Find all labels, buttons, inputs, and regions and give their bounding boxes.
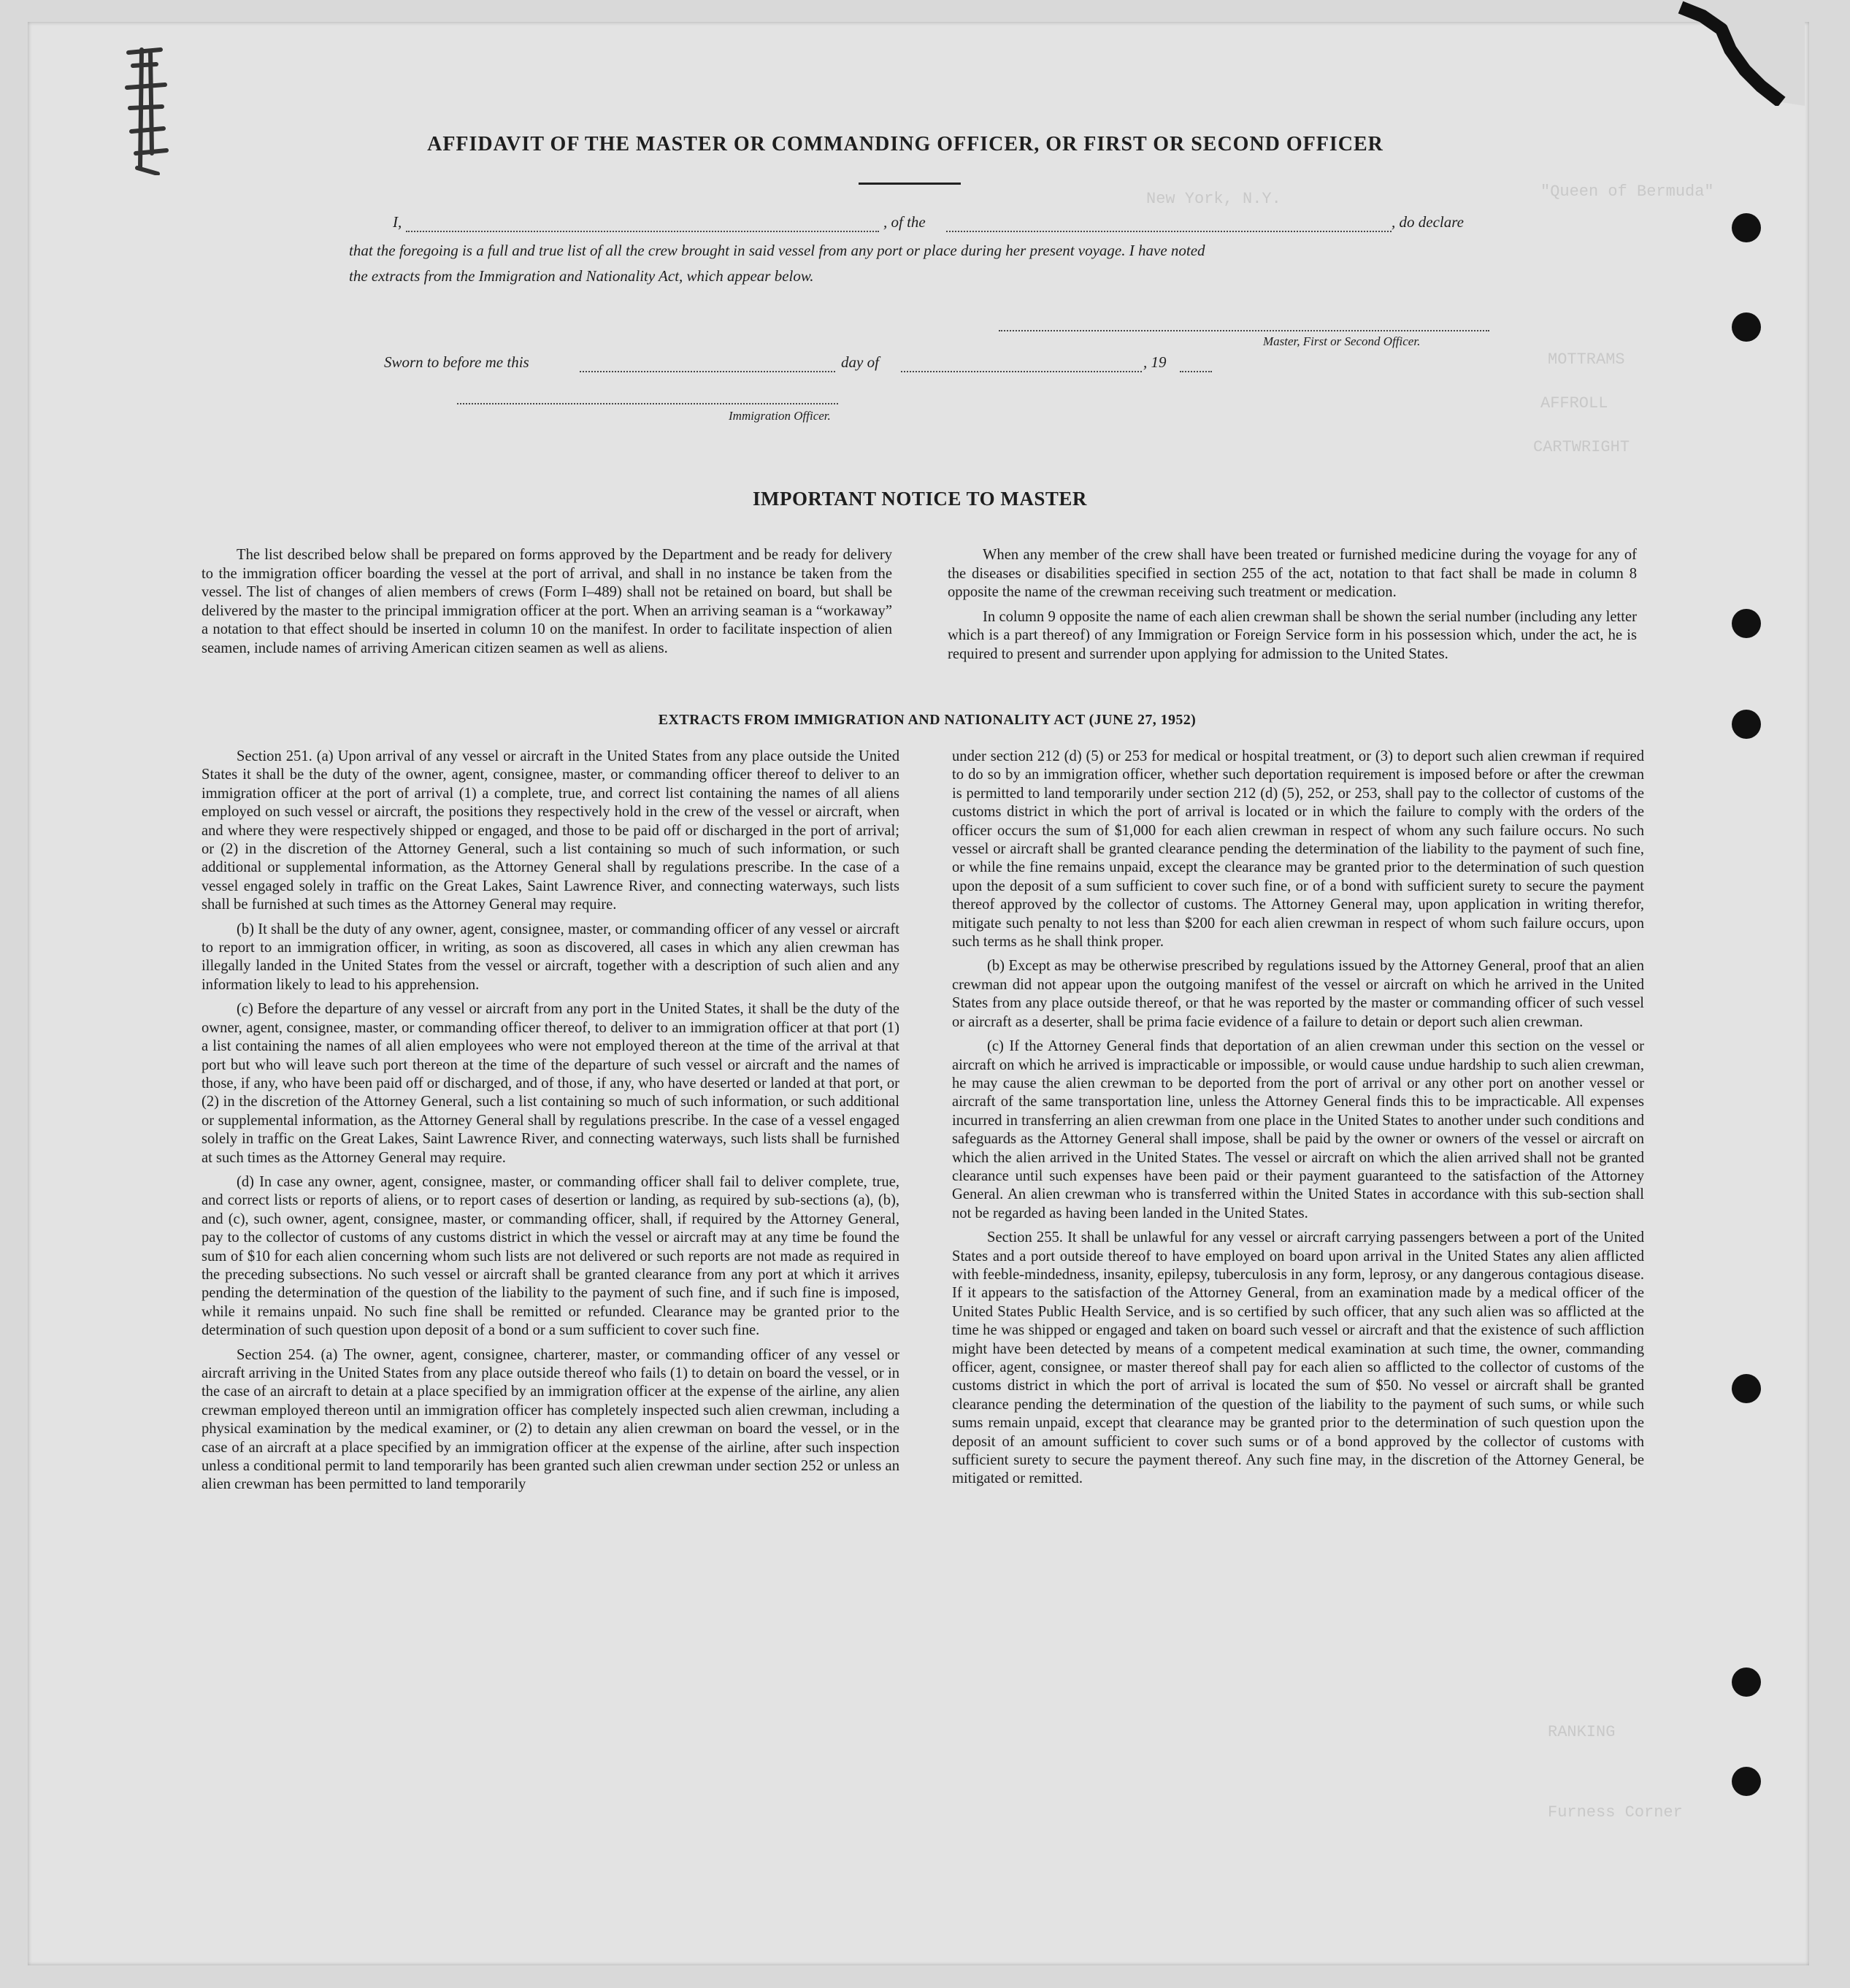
extracts-title: EXTRACTS FROM IMMIGRATION AND NATIONALITY ACT (JUNE 27, 1952) (658, 712, 1197, 728)
sworn-label: Sworn to before me this (384, 353, 529, 371)
vessel-label: , of the (883, 213, 926, 231)
affiant-name-line[interactable] (406, 231, 879, 232)
torn-corner (1651, 0, 1805, 106)
extract-paragraph: (c) If the Attorney General finds that deportation of an alien crewman under this section on the vessel or aircraft on which he arrived is impracticable or impossible, or would cause undue hardship to such alien crewman, he may cause the alien crewman to be deported from the port of arrival or any other port on another vessel or aircraft of the same transportation line, unless the Attorney General finds this to be impracticable. All expenses incurred in transferring an alien crewman from one place in the United States to another under such conditions and safeguards as the Attorney General shall impose, shall be paid by the owner or owners of the vessel or aircraft on which the alien arrived in the United States. The vessel or aircraft on which the alien arrived shall not be granted clearance until such expenses have been paid or their payment guaranteed to the satisfaction of the Attorney General. An alien crewman who is transferred within the United States in accordance with this sub-section shall not be regarded as having been landed in the United States. (952, 1038, 1644, 1221)
notice-right-column (948, 546, 1637, 669)
affiant-label: I, (393, 213, 402, 231)
show-through-text: CARTWRIGHT (1533, 438, 1630, 456)
notice-paragraph: The list described below shall be prepared on forms approved by the Department and be ready for delivery to the immigration officer boarding the vessel at the port of arrival, and shall in no instance be taken from the vessel. The list of changes of alien members of crews (Form I–489) shall not be retained on board, but shall be delivered by the master to the principal immigration officer at the port. When an arriving seaman is a “workaway” a notation to that effect should be inserted in column 10 on the manifest. In order to facilitate inspection of alien seamen, include names of arriving American citizen seamen as well as aliens. (201, 547, 892, 656)
punch-hole (1732, 213, 1761, 242)
extract-paragraph: (d) In case any owner, agent, consignee, master, or commanding officer shall fail to deliver complete, true, and correct lists or reports of aliens, or to report cases of desertion or landing, as required by sub-sections (a), (b), and (c), such owner, agent, consignee, master, or commanding officer, shall, if required by the Attorney General, pay to the collector of customs of any customs district in which the vessel or aircraft may at any time be found the sum of $10 for each alien concerning whom such lists are not delivered or such reports are not made as required in the preceding subsections. No such vessel or aircraft shall be granted clearance from any port at which it arrives pending the determination of the question of the liability to the payment of such fine, and if such fine is imposed, while it remains unpaid. No such fine shall be remitted or refunded. Clearance may be granted prior to the determination of such question upon deposit of a bond or a sum sufficient to cover such fine. (201, 1173, 899, 1339)
sworn-year-line[interactable] (1180, 371, 1212, 372)
extracts-left-column (201, 748, 899, 1500)
punch-hole (1732, 1667, 1761, 1697)
master-signature-line[interactable] (999, 330, 1489, 331)
notice-title: IMPORTANT NOTICE TO MASTER (753, 488, 1087, 510)
extract-paragraph: (c) Before the departure of any vessel or aircraft from any port in the United States, it shall be the duty of the owner, agent, consignee, master, or commanding officer thereof, to deliver to an immigration officer at that port (1) a list containing the names of all alien employees who were not employed thereon at the time of the arrival at that port but who will leave such port thereon at the time of the departure of such vessel or aircraft and the names of those, if any, who have been paid off or discharged, and of those, if any, who have deserted or landed at that port, or (2) in the discretion of the Attorney General, such a list containing so much of such information, or such additional or supplemental information, as the Attorney General shall by regulations prescribe. In the case of a vessel engaged solely in traffic on the Great Lakes, Saint Lawrence River, and connecting waterways, such lists shall be furnished at such times as the Attorney General may require. (201, 1001, 899, 1166)
punch-hole (1732, 609, 1761, 638)
show-through-text: "Queen of Bermuda" (1540, 183, 1714, 201)
day-of-label: day of (841, 353, 879, 371)
officer-caption: Immigration Officer. (729, 409, 831, 423)
punch-hole (1732, 1374, 1761, 1403)
show-through-text: RANKING (1548, 1723, 1616, 1741)
sworn-month-line[interactable] (901, 371, 1142, 372)
declare-label: , do declare (1392, 213, 1464, 231)
handwritten-mark (123, 44, 174, 175)
sworn-day-line[interactable] (580, 371, 835, 372)
affidavit-title: AFFIDAVIT OF THE MASTER OR COMMANDING OFFICER, OR FIRST OR SECOND OFFICER (427, 133, 1383, 156)
extract-paragraph: under section 212 (d) (5) or 253 for medical or hospital treatment, or (3) to deport such alien crewman if required to do so by an immigration officer, whether such deportation requirement is imposed before or after the crewman is permitted to land temporarily under section 212 (d) (5), 252, or 253, shall pay to the collector of customs of the customs district in which the port of arrival is located or in which the failure to comply with the orders of the officer occurs the sum of $1,000 for each alien crewman in respect of whom any such failure occurs. No such vessel or aircraft shall be granted clearance pending the determination of the liability to the payment of such fine, or while the fine remains unpaid, except the clearance may be granted prior to the determination of such question upon the deposit of a sum sufficient to cover such fine, or of a bond with sufficient surety to secure the payment thereof approved by the collector of customs. The Attorney General may, upon application in writing therefor, mitigate such penalty to not less than $200 for each alien crewman in respect of whom such failure occurs, upon such terms as he shall think proper. (952, 748, 1644, 951)
master-caption: Master, First or Second Officer. (1263, 334, 1421, 348)
notice-left-column (201, 546, 892, 664)
show-through-text: New York, N.Y. (1146, 190, 1281, 208)
punch-hole (1732, 312, 1761, 342)
year-label: , 19 (1143, 353, 1167, 371)
vessel-name-line[interactable] (946, 231, 1392, 232)
show-through-text: Furness Corner (1548, 1803, 1683, 1822)
affidavit-text-line-3: the extracts from the Immigration and Nationality Act, which appear below. (349, 267, 814, 285)
show-through-text: MOTTRAMS (1548, 350, 1625, 369)
affidavit-text-line-2: that the foregoing is a full and true list of all the crew brought in said vessel from any port or place during her present voyage. I have noted (349, 242, 1205, 259)
officer-signature-line[interactable] (457, 403, 838, 404)
punch-hole (1732, 710, 1761, 739)
title-underline (859, 183, 961, 185)
extract-paragraph: Section 254. (a) The owner, agent, consignee, charterer, master, or commanding officer of any vessel or aircraft arriving in the United States from any place outside thereof who fails (1) to detain on board the vessel, or in the case of an aircraft to detain at a place specified by an immigration officer at the expense of the airline, any alien crewman employed thereon until an immigration officer has completely inspected such alien crewman, including a physical examination by the medical examiner, or (2) to detain any alien crewman on board the vessel, or in the case of an aircraft at a place specified by an immigration officer at the expense of the airline, after such inspection unless a conditional permit to land temporarily has been granted such alien crewman under section 252 or unless an alien crewman has been permitted to land temporarily (201, 1346, 899, 1493)
extracts-right-column (952, 748, 1644, 1494)
punch-hole (1732, 1767, 1761, 1796)
extract-paragraph: (b) Except as may be otherwise prescribed by regulations issued by the Attorney General, proof that an alien crewman did not appear upon the outgoing manifest of the vessel or aircraft on which he arrived in the United States from any place outside thereof, or that he was reported by the master or commanding officer of such vessel or aircraft as a deserter, shall be prima facie evidence of a failure to detain or deport such alien crewman. (952, 958, 1644, 1030)
notice-paragraph: When any member of the crew shall have been treated or furnished medicine during the voyage for any of the diseases or disabilities specified in section 255 of the act, notation to that fact shall be made in column 8 opposite the name of the crewman receiving such treatment or medication. (948, 547, 1637, 600)
extract-paragraph: (b) It shall be the duty of any owner, agent, consignee, master, or commanding officer of any vessel or aircraft to report to an immigration officer, in writing, as soon as discovered, all cases in which any alien crewman has illegally landed in the United States from the vessel or aircraft, together with a description of such alien and any information likely to lead to his apprehension. (201, 921, 899, 993)
extract-paragraph: Section 251. (a) Upon arrival of any vessel or aircraft in the United States from any place outside the United States it shall be the duty of the owner, agent, consignee, master, or commanding officer thereof to deliver to an immigration officer at the port of arrival (1) a complete, true, and correct list containing the names of all aliens employed on such vessel or aircraft, the positions they respectively hold in the crew of the vessel or aircraft, when and where they were respectively shipped or engaged, and those to be paid off or discharged in the port of arrival; or (2) in the discretion of the Attorney General, such a list containing so much of such information, or such additional or supplemental information, as the Attorney General shall by regulations prescribe. In the case of a vessel engaged solely in traffic on the Great Lakes, Saint Lawrence River, and connecting waterways, such lists shall be furnished at such times as the Attorney General may require. (201, 748, 899, 913)
notice-paragraph: In column 9 opposite the name of each alien crewman shall be shown the serial number (including any letter which is a part thereof) of any Immigration or Foreign Service form in his possession which, under the act, he is required to present and surrender upon applying for admission to the United States. (948, 608, 1637, 662)
extract-paragraph: Section 255. It shall be unlawful for any vessel or aircraft carrying passengers between a port of the United States and a port outside thereof to have employed on board upon arrival in the United States any alien afflicted with feeble-mindedness, insanity, epilepsy, tuberculosis in any form, leprosy, or any dangerous contagious disease. If it appears to the satisfaction of the Attorney General, from an examination made by a medical officer of the United States Public Health Service, and is so certified by such officer, that any such alien was so afflicted at the time he was shipped or engaged and taken on board such vessel or aircraft and that the existence of such affliction might have been detected by means of a competent medical examination at such time, the owner, commanding officer, agent, consignee, or master thereof shall pay for each alien so afflicted to the collector of customs of the customs district in which the port of arrival is located the sum of $50. No vessel or aircraft shall be granted clearance pending the determination of the question of the liability to the payment of such sums, or while such sums remain unpaid, except that clearance may be granted prior to the determination of such question upon the deposit of an amount sufficient to cover such sums or of a bond approved by the collector of customs with sufficient surety to secure the payment thereof. Any such fine may, in the discretion of the Attorney General, be mitigated or remitted. (952, 1229, 1644, 1487)
show-through-text: AFFROLL (1540, 394, 1608, 412)
